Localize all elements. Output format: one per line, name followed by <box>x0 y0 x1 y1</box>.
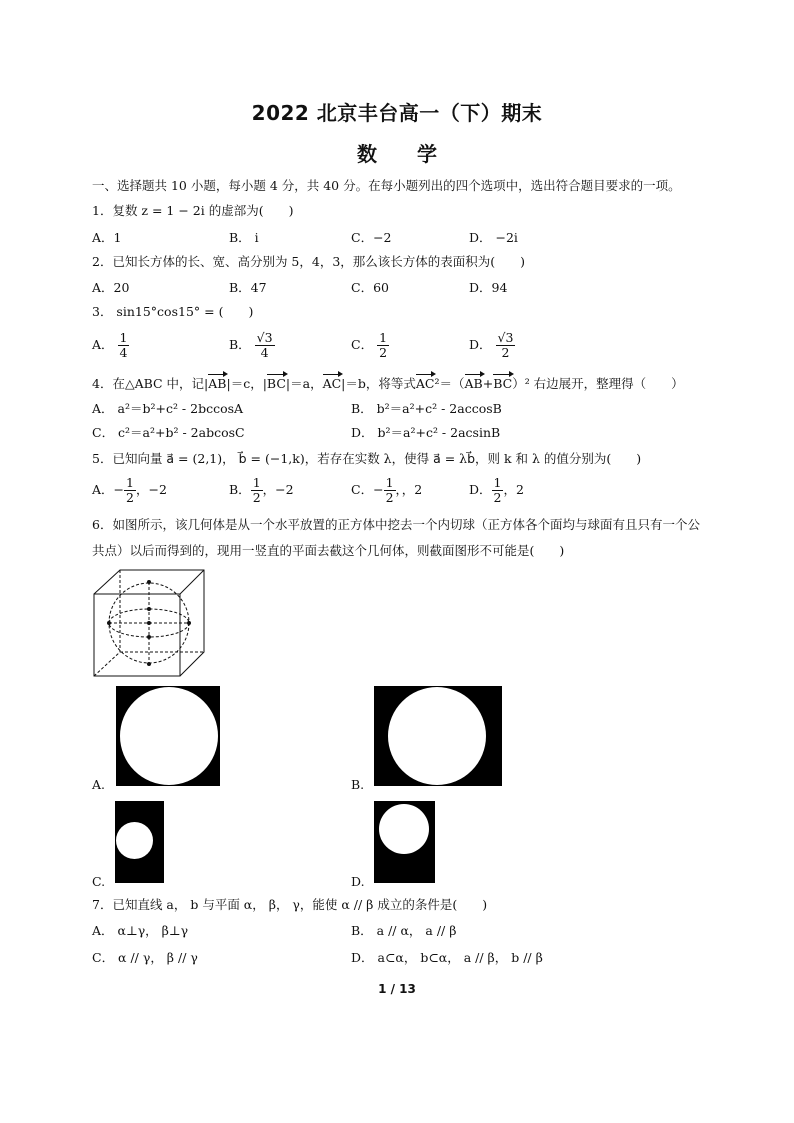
q5-a-rest: ，−2 <box>135 482 167 497</box>
circle-shape <box>116 822 153 859</box>
q1-stem: 1．复数 z = 1 − 2i 的虚部为( ) <box>92 203 294 218</box>
q5-a-numerator: 1 <box>126 475 134 490</box>
q6-option-c-label: C. <box>92 874 106 889</box>
q7-option-c: C． α // γ， β // γ <box>92 950 198 965</box>
q5-b-rest: ，−2 <box>262 482 294 497</box>
q3-d-denominator: 2 <box>501 345 510 360</box>
q1-option-a: A．1 <box>92 230 122 245</box>
q2-option-a: A．20 <box>92 280 130 295</box>
q3-c-numerator: 1 <box>379 330 388 345</box>
option-b-cross-section <box>374 686 502 786</box>
vector-ac: AC <box>415 376 435 391</box>
q6-option-d-label: D. <box>351 874 365 889</box>
q3-b-denominator: 4 <box>260 345 269 360</box>
q1-option-b: B． i <box>229 230 259 245</box>
q5-option-c <box>351 476 422 505</box>
q5-c-rest: ，，2 <box>395 482 423 497</box>
q2-stem: 2．已知长方体的长、宽、高分别为 5，4，3，那么该长方体的表面积为( ) <box>92 254 526 269</box>
q3-a-label: A． <box>92 337 114 352</box>
q3-a-numerator: 1 <box>119 330 128 345</box>
q5-a-denominator: 2 <box>126 490 134 505</box>
minus-sign: − <box>373 482 384 497</box>
q3-option-c <box>351 331 389 360</box>
vector-bc: BC <box>266 376 286 391</box>
sphere-center <box>147 621 151 625</box>
q7-stem: 7．已知直线 a， b 与平面 α， β， γ，能使 α // β 成立的条件是( ) <box>92 897 488 912</box>
q3-option-b <box>229 331 275 360</box>
tangent-point <box>147 607 151 611</box>
q2-option-d: D．94 <box>469 280 508 295</box>
cube-sphere-figure <box>92 568 206 678</box>
q3-c-denominator: 2 <box>379 345 388 360</box>
vector-ab: AB <box>464 376 483 391</box>
q3-d-numerator: √3 <box>497 330 514 345</box>
q5-option-a <box>92 476 167 505</box>
q3-b-numerator: √3 <box>256 330 273 345</box>
q5-a-label: A． <box>92 482 114 497</box>
q4-stem-text: |＝c，| <box>226 376 267 391</box>
section-instruction: 一、选择题共 10 小题，每小题 4 分，共 40 分。在每小题列出的四个选项中，选出符合题目要求的一项。 <box>92 178 681 193</box>
q7-option-a: A． α⊥γ， β⊥γ <box>92 923 189 938</box>
tangent-point <box>147 635 151 639</box>
q5-d-label: D． <box>469 482 492 497</box>
q6-option-b-label: B. <box>351 777 365 792</box>
q4-option-d: D． b²＝a²+c² - 2acsinB <box>351 425 501 440</box>
q7-option-b: B． a // α， a // β <box>351 923 457 938</box>
q4-stem-text: |＝b，将等式 <box>341 376 416 391</box>
q4-option-c: C． c²＝a²+b² - 2abcosC <box>92 425 245 440</box>
q3-b-label: B． <box>229 337 251 352</box>
cube-hidden-edge <box>94 652 120 676</box>
q5-c-denominator: 2 <box>385 490 394 505</box>
q5-d-denominator: 2 <box>493 490 502 505</box>
q5-b-numerator: 1 <box>252 475 261 490</box>
tangent-point <box>147 662 151 666</box>
q5-c-label: C． <box>351 482 374 497</box>
circle-shape <box>388 687 486 785</box>
minus-sign: − <box>113 482 125 497</box>
tangent-point <box>147 580 151 584</box>
q3-option-a <box>92 331 129 360</box>
q4-stem <box>92 375 684 393</box>
tangent-point <box>187 621 191 625</box>
q7-option-d: D． a⊂α， b⊂α， a // β， b // β <box>351 950 543 965</box>
q1-option-d: D． −2i <box>469 230 518 245</box>
q4-stem-text: |＝a， <box>285 376 323 391</box>
q5-stem: 5．已知向量 a⃗ = (2,1)， b⃗ = (−1,k)，若存在实数 λ，使得 a⃗ = λb⃗，则 k 和 λ 的值分别为( ) <box>92 451 642 466</box>
q5-d-numerator: 1 <box>493 475 502 490</box>
circle-shape <box>379 804 429 854</box>
tangent-point <box>107 621 111 625</box>
page-number: 1 / 13 <box>378 982 416 996</box>
q5-d-rest: ，2 <box>503 482 524 497</box>
vector-bc: BC <box>493 376 513 391</box>
q6-option-a-label: A. <box>92 777 106 792</box>
q5-option-b <box>229 476 294 505</box>
q2-option-b: B．47 <box>229 280 267 295</box>
q1-option-c: C．−2 <box>351 230 392 245</box>
q6-stem: 6．如图所示，该几何体是从一个水平放置的正方体中挖去一个内切球（正方体各个面均与球面有且只有一个公共点）以后而得到的，现用一竖直的平面去截这个几何体，则截面图形不可能是( ) <box>92 517 700 558</box>
q3-option-d <box>469 331 515 360</box>
cube-edge <box>180 570 204 594</box>
q4-option-b: B． b²＝a²+c² - 2accosB <box>351 401 502 416</box>
q4-stem-text: 4．在△ABC 中，记| <box>92 376 209 391</box>
vector-ac: AC <box>322 376 342 391</box>
q5-option-d <box>469 476 524 505</box>
q3-d-label: D． <box>469 337 492 352</box>
q5-b-denominator: 2 <box>252 490 261 505</box>
q4-stem-text: ²＝（ <box>434 376 465 391</box>
circle-shape <box>120 687 218 785</box>
page-title: 2022 北京丰台高一（下）期末 <box>251 101 543 125</box>
q3-stem: 3． sin15°cos15° = ( ) <box>92 304 254 319</box>
q5-b-label: B． <box>229 482 251 497</box>
q3-c-label: C． <box>351 337 374 352</box>
q5-c-numerator: 1 <box>385 475 394 490</box>
q4-stem-text: ）² 右边展开，整理得（ ） <box>512 376 684 391</box>
plus-sign: + <box>482 376 494 391</box>
q4-option-a: A． a²＝b²+c² - 2bccosA <box>92 401 244 416</box>
subject-title: 数 学 <box>357 142 437 166</box>
option-c-cross-section <box>115 801 164 883</box>
q2-option-c: C．60 <box>351 280 389 295</box>
option-a-cross-section <box>116 686 220 786</box>
q3-a-denominator: 4 <box>119 345 128 360</box>
option-d-cross-section <box>374 801 435 883</box>
vector-ab: AB <box>208 376 227 391</box>
